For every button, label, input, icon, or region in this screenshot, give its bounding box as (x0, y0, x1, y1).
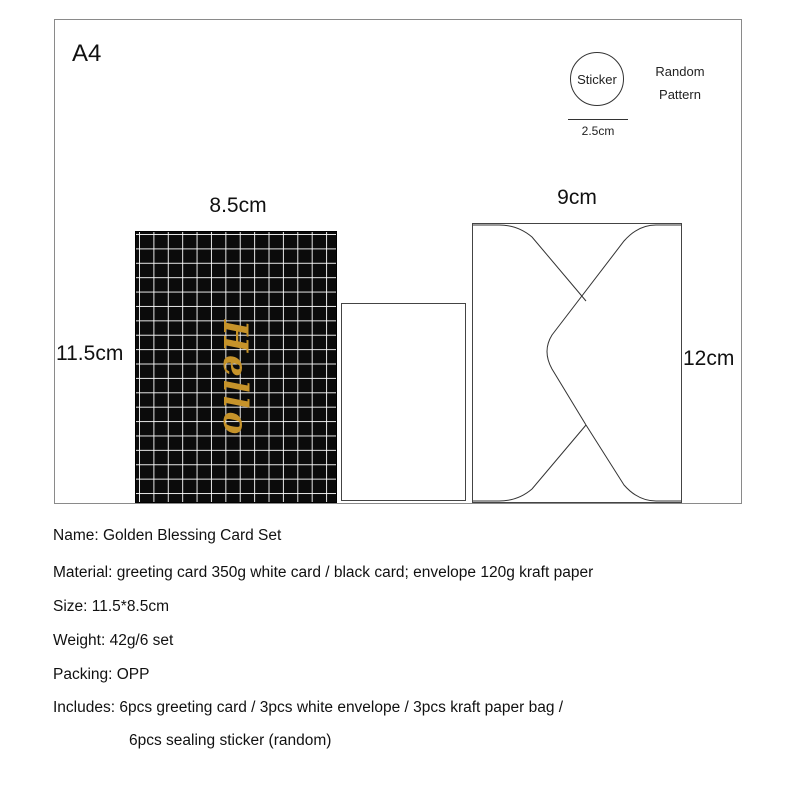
info-size: Size: 11.5*8.5cm (53, 598, 170, 615)
info-material: Material: greeting card 350g white card / black card; envelope 120g kraft paper (53, 564, 594, 581)
black-card-height-label: 11.5cm (56, 342, 124, 365)
info-packing: Packing: OPP (53, 666, 150, 683)
info-includes: Includes: 6pcs greeting card / 3pcs white envelope / 3pcs kraft paper bag / (53, 699, 564, 716)
info-name: Name: Golden Blessing Card Set (53, 527, 282, 544)
info-weight: Weight: 42g/6 set (53, 632, 174, 649)
envelope-width-label: 9cm (557, 186, 597, 209)
white-card (341, 303, 466, 501)
info-includes-continued: 6pcs sealing sticker (random) (129, 732, 332, 749)
envelope-height-label: 12cm (683, 347, 735, 370)
sticker-note-line1: Random (655, 64, 705, 79)
sticker-label: Sticker (577, 71, 617, 87)
black-card-width-label: 8.5cm (209, 194, 267, 217)
paper-size-label: A4 (72, 40, 102, 67)
sticker-note (640, 60, 720, 106)
card-gold-text: Hello (215, 320, 255, 438)
sticker-dimension-line (568, 119, 628, 120)
sticker-note-line2: Pattern (659, 87, 701, 102)
sticker-size-label: 2.5cm (581, 124, 615, 138)
sticker-circle (570, 52, 624, 106)
envelope-outline (472, 223, 683, 503)
